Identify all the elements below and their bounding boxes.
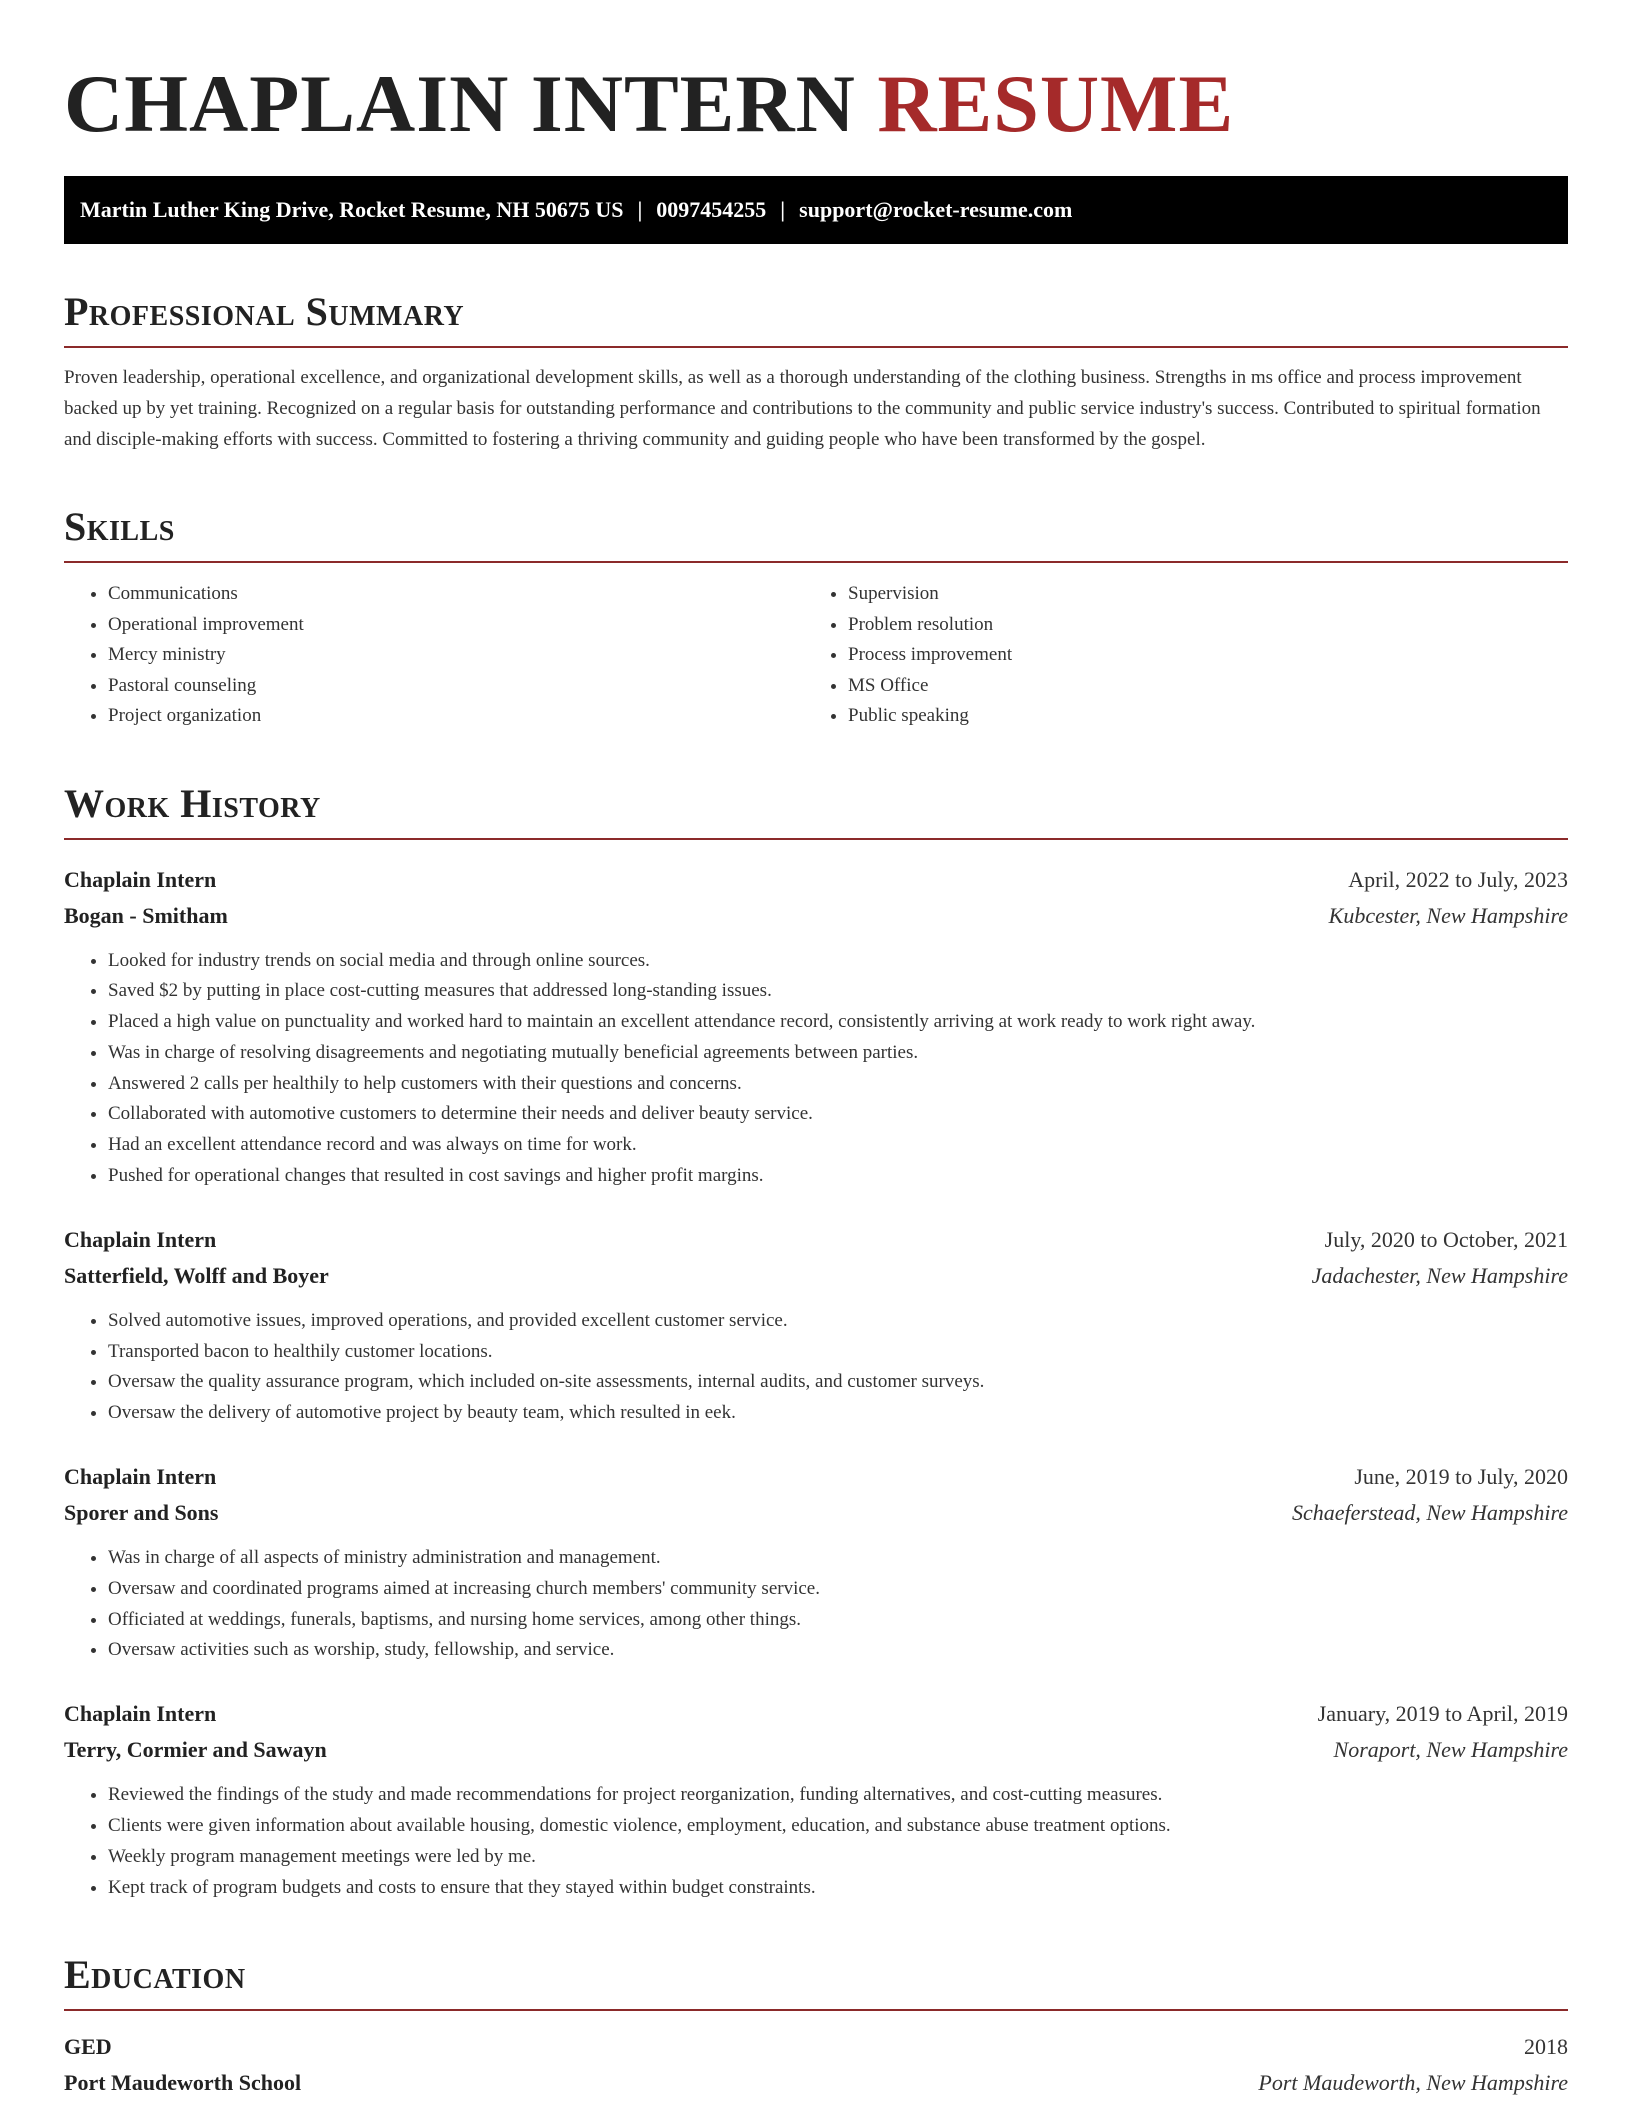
summary-text: Proven leadership, operational excellence, and organizational development skills, as well as a thorough understanding of the clothing business. Strengths in ms office and process improvement backed up by yet training. Recognized on a regular basis for outstanding performance and contributions to the community and public service industry's success. Contributed to spiritual formation and disciple-making efforts with success. Committed to fostering a thriving community and guiding people who have been transformed by the gospel. [64, 367, 1541, 450]
job-location: Jadachester, New Hampshire [1311, 1262, 1568, 1288]
skill-item: • MS Office [848, 671, 1568, 702]
job-title: Chaplain Intern [64, 866, 217, 892]
job-dates: April, 2022 to July, 2023 [1348, 866, 1568, 892]
job-bullet: • Answered 2 calls per healthily to help customers with their questions and concerns. [108, 1069, 1568, 1100]
job-company-row [64, 1258, 1568, 1294]
job-bullets [64, 1780, 1568, 1903]
skill-item: • Mercy ministry [108, 640, 804, 671]
work-history-heading: Work History [64, 778, 1568, 840]
job-bullet: • Had an excellent attendance record and was always on time for work. [108, 1130, 1568, 1161]
job-dates: June, 2019 to July, 2020 [1354, 1464, 1568, 1490]
job-title: Chaplain Intern [64, 1701, 217, 1727]
job-header-row [64, 1696, 1568, 1732]
skills-column-left [64, 579, 804, 732]
job-bullet: • Transported bacon to healthily customer locations. [108, 1337, 1568, 1368]
job-bullet: • Looked for industry trends on social media and through online sources. [108, 946, 1568, 977]
education-year: 2018 [1524, 2034, 1568, 2060]
job-company: Satterfield, Wolff and Boyer [64, 1262, 329, 1288]
title-accent: RESUME [877, 58, 1235, 149]
job-company: Terry, Cormier and Sawayn [64, 1737, 327, 1763]
job-header-row [64, 862, 1568, 898]
job-title: Chaplain Intern [64, 1226, 217, 1252]
job-bullets [64, 1306, 1568, 1429]
job-bullet: • Was in charge of resolving disagreements and negotiating mutually beneficial agreements between parties. [108, 1038, 1568, 1069]
job-location: Kubcester, New Hampshire [1328, 902, 1568, 928]
job-company-row [64, 1495, 1568, 1531]
education-heading: Education [64, 1949, 1568, 2011]
job-bullet: • Reviewed the findings of the study and made recommendations for project reorganization, funding alternatives, and cost-cutting measures. [108, 1780, 1568, 1811]
job-bullet: • Officiated at weddings, funerals, baptisms, and nursing home services, among other things. [108, 1605, 1568, 1636]
contact-address: Martin Luther King Drive, Rocket Resume, NH 50675 US [80, 197, 624, 222]
job-bullet: • Placed a high value on punctuality and worked hard to maintain an excellent attendance record, consistently arriving at work ready to work right away. [108, 1007, 1568, 1038]
job-bullet: • Clients were given information about available housing, domestic violence, employment, education, and substance abuse treatment options. [108, 1811, 1568, 1842]
job-bullet: • Was in charge of all aspects of ministry administration and management. [108, 1543, 1568, 1574]
contact-separator: | [637, 197, 643, 222]
education-school: Port Maudeworth School [64, 2070, 302, 2096]
job-bullet: • Weekly program management meetings were led by me. [108, 1842, 1568, 1873]
skill-item: • Problem resolution [848, 610, 1568, 641]
job-bullets [64, 1543, 1568, 1666]
resume-title [64, 56, 1568, 152]
job-company-row [64, 898, 1568, 934]
skill-item: • Pastoral counseling [108, 671, 804, 702]
skill-item: • Process improvement [848, 640, 1568, 671]
contact-phone[interactable]: 0097454255 [656, 197, 767, 222]
skill-item: • Public speaking [848, 701, 1568, 732]
skills-column-right [804, 579, 1568, 732]
job-header-row [64, 1459, 1568, 1495]
job-bullet: • Solved automotive issues, improved operations, and provided excellent customer service. [108, 1306, 1568, 1337]
education-degree-row [64, 2029, 1568, 2065]
job-bullet: • Saved $2 by putting in place cost-cutting measures that addressed long-standing issues. [108, 976, 1568, 1007]
job-dates: July, 2020 to October, 2021 [1324, 1226, 1568, 1252]
job-bullet: • Oversaw the quality assurance program, which included on-site assessments, internal audits, and customer surveys. [108, 1367, 1568, 1398]
job-company: Bogan - Smitham [64, 902, 228, 928]
job-company: Sporer and Sons [64, 1500, 219, 1526]
education-school-row [64, 2065, 1568, 2101]
skills-list [64, 579, 1568, 732]
skill-item: • Operational improvement [108, 610, 804, 641]
job-bullet: • Kept track of program budgets and costs to ensure that they stayed within budget constraints. [108, 1873, 1568, 1904]
education-degree: GED [64, 2034, 112, 2060]
job-location: Noraport, New Hampshire [1333, 1737, 1568, 1763]
job-bullets [64, 946, 1568, 1192]
job-bullet: • Oversaw and coordinated programs aimed at increasing church members' community service. [108, 1574, 1568, 1605]
contact-bar [64, 176, 1568, 244]
contact-separator: | [780, 197, 786, 222]
job-header-row [64, 1222, 1568, 1258]
job-entry [64, 862, 1568, 1192]
education-location: Port Maudeworth, New Hampshire [1258, 2070, 1568, 2096]
skills-heading: Skills [64, 501, 1568, 563]
job-title: Chaplain Intern [64, 1464, 217, 1490]
skill-item: • Supervision [848, 579, 1568, 610]
job-location: Schaeferstead, New Hampshire [1292, 1500, 1568, 1526]
job-bullet: • Collaborated with automotive customers to determine their needs and deliver beauty service. [108, 1099, 1568, 1130]
skill-item: • Communications [108, 579, 804, 610]
education-entry [64, 2029, 1568, 2101]
job-dates: January, 2019 to April, 2019 [1317, 1701, 1568, 1727]
summary-heading: Professional Summary [64, 286, 1568, 348]
skill-item: • Project organization [108, 701, 804, 732]
job-bullet: • Oversaw activities such as worship, study, fellowship, and service. [108, 1635, 1568, 1666]
job-entry [64, 1459, 1568, 1666]
job-entry [64, 1222, 1568, 1429]
job-bullet: • Pushed for operational changes that resulted in cost savings and higher profit margins. [108, 1161, 1568, 1192]
title-main: CHAPLAIN INTERN [64, 58, 856, 149]
contact-email[interactable]: support@rocket-resume.com [799, 197, 1073, 222]
job-bullet: • Oversaw the delivery of automotive project by beauty team, which resulted in eek. [108, 1398, 1568, 1429]
job-entry [64, 1696, 1568, 1903]
job-company-row [64, 1732, 1568, 1768]
